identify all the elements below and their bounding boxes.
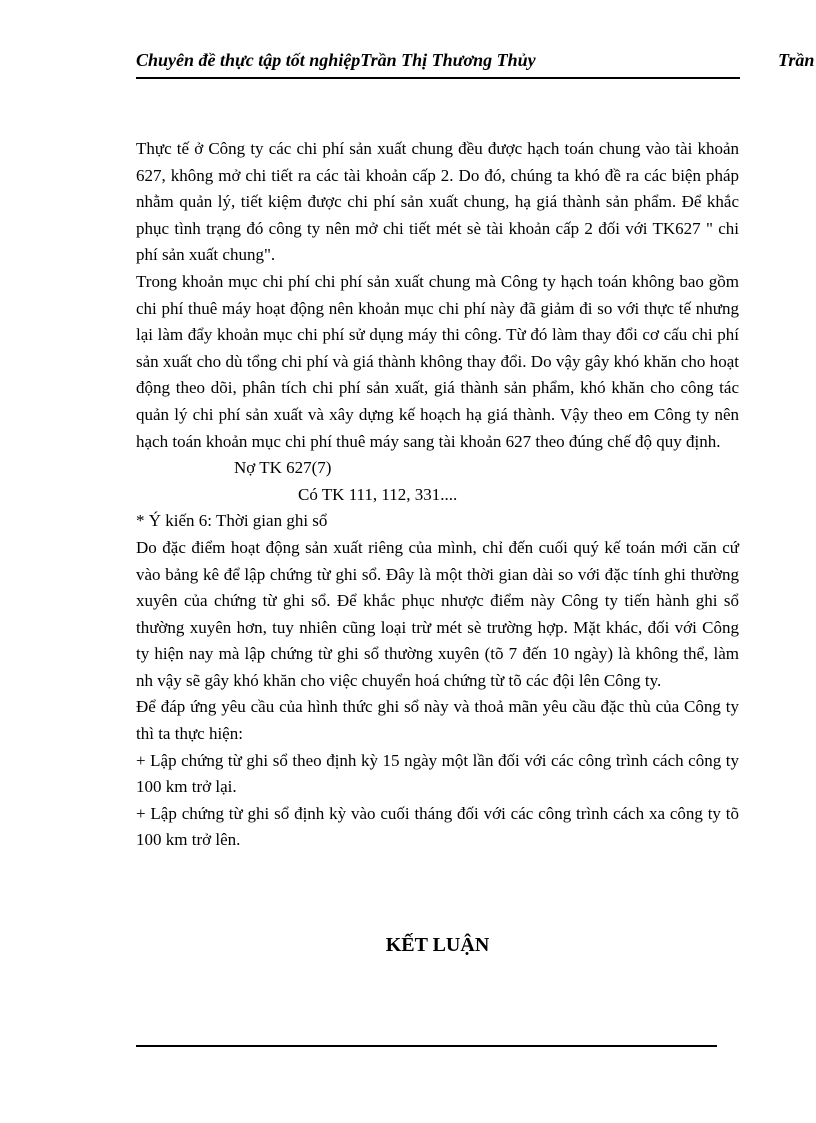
header-author-name: Trần	[778, 50, 815, 70]
header-divider	[136, 77, 740, 79]
conclusion-heading: KẾT LUẬN	[385, 934, 490, 956]
header-title: Chuyên đề thực tập tốt nghiệpTrần Thị Thương Thủy	[136, 50, 536, 70]
paragraph-cost-accounts: Thực tế ở Công ty các chi phí sản xuất chung đều được hạch toán chung vào tài khoản 627, không mở chi tiết ra các tài khoản cấp 2. Do đó, chúng ta khó đề ra các biện pháp nhằm quản lý, tiết kiệm được chi phí sản xuất chung, hạ giá thành sản phẩm. Để khắc phục tình trạng đó công ty nên mở chi tiết mét sè tài khoản cấp 2 đối với TK627 " chi phí sản xuất chung".	[136, 139, 739, 265]
bullet-item-monthly: + Lập chứng từ ghi sổ định kỳ vào cuối tháng đối với các công trình cách xa công ty tõ 100 km trở lên.	[136, 803, 739, 850]
journal-credit-entry: Có TK 111, 112, 331....	[298, 484, 458, 504]
journal-debit-entry: Nợ TK 627(7)	[234, 458, 332, 478]
document-body	[136, 136, 739, 854]
bullet-item-15-days: + Lập chứng từ ghi sổ theo định kỳ 15 ngày một lần đối với các công trình cách công ty 100 km trở lại.	[136, 750, 739, 797]
paragraph-requirements: Để đáp ứng yêu cầu của hình thức ghi sổ này và thoả mãn yêu cầu đặc thù của Công ty thì ta thực hiện:	[136, 697, 739, 744]
paragraph-recording-time: Do đặc điểm hoạt động sản xuất riêng của mình, chỉ đến cuối quý kế toán mới căn cứ vào bảng kê để lập chứng từ ghi sổ. Đây là một thời gian dài so với đặc tính ghi thường xuyên của chứng từ ghi sổ. Để khắc phục nhược điểm này Công ty tiến hành ghi sổ thường xuyên hơn, tuy nhiên cũng loại trừ mét sè trường hợp. Mặt khác, đối với Công ty hiện nay mà lập chứng từ ghi sổ thường xuyên (tõ 7 đến 10 ngày) là không thể, làm nh vậy sẽ gây khó khăn cho việc chuyển hoá chứng từ tõ các đội lên Công ty.	[136, 537, 739, 690]
footer-divider	[136, 1045, 717, 1047]
page-header	[136, 50, 816, 74]
paragraph-machine-rental: Trong khoản mục chi phí chi phí sản xuất chung mà Công ty hạch toán không bao gồm chi phí thuê máy hoạt động nên khoản mục chi phí này đã giảm đi so với thực tế nhưng lại làm đẩy khoản mục chi phí sử dụng máy thi công. Từ đó làm thay đổi cơ cấu chi phí sản xuất cho dù tổng chi phí và giá thành không thay đổi. Do vậy gây khó khăn cho hoạt động theo dõi, phân tích chi phí sản xuất, giá thành sản phẩm, khó khăn cho công tác quản lý chi phí sản xuất và xây dựng kế hoạch hạ giá thành. Vậy theo em Công ty nên hạch toán khoản mục chi phí thuê máy sang tài khoản 627 theo đúng chế độ quy định.	[136, 271, 739, 451]
opinion-heading: * Ý kiến 6: Thời gian ghi sổ	[136, 511, 328, 531]
